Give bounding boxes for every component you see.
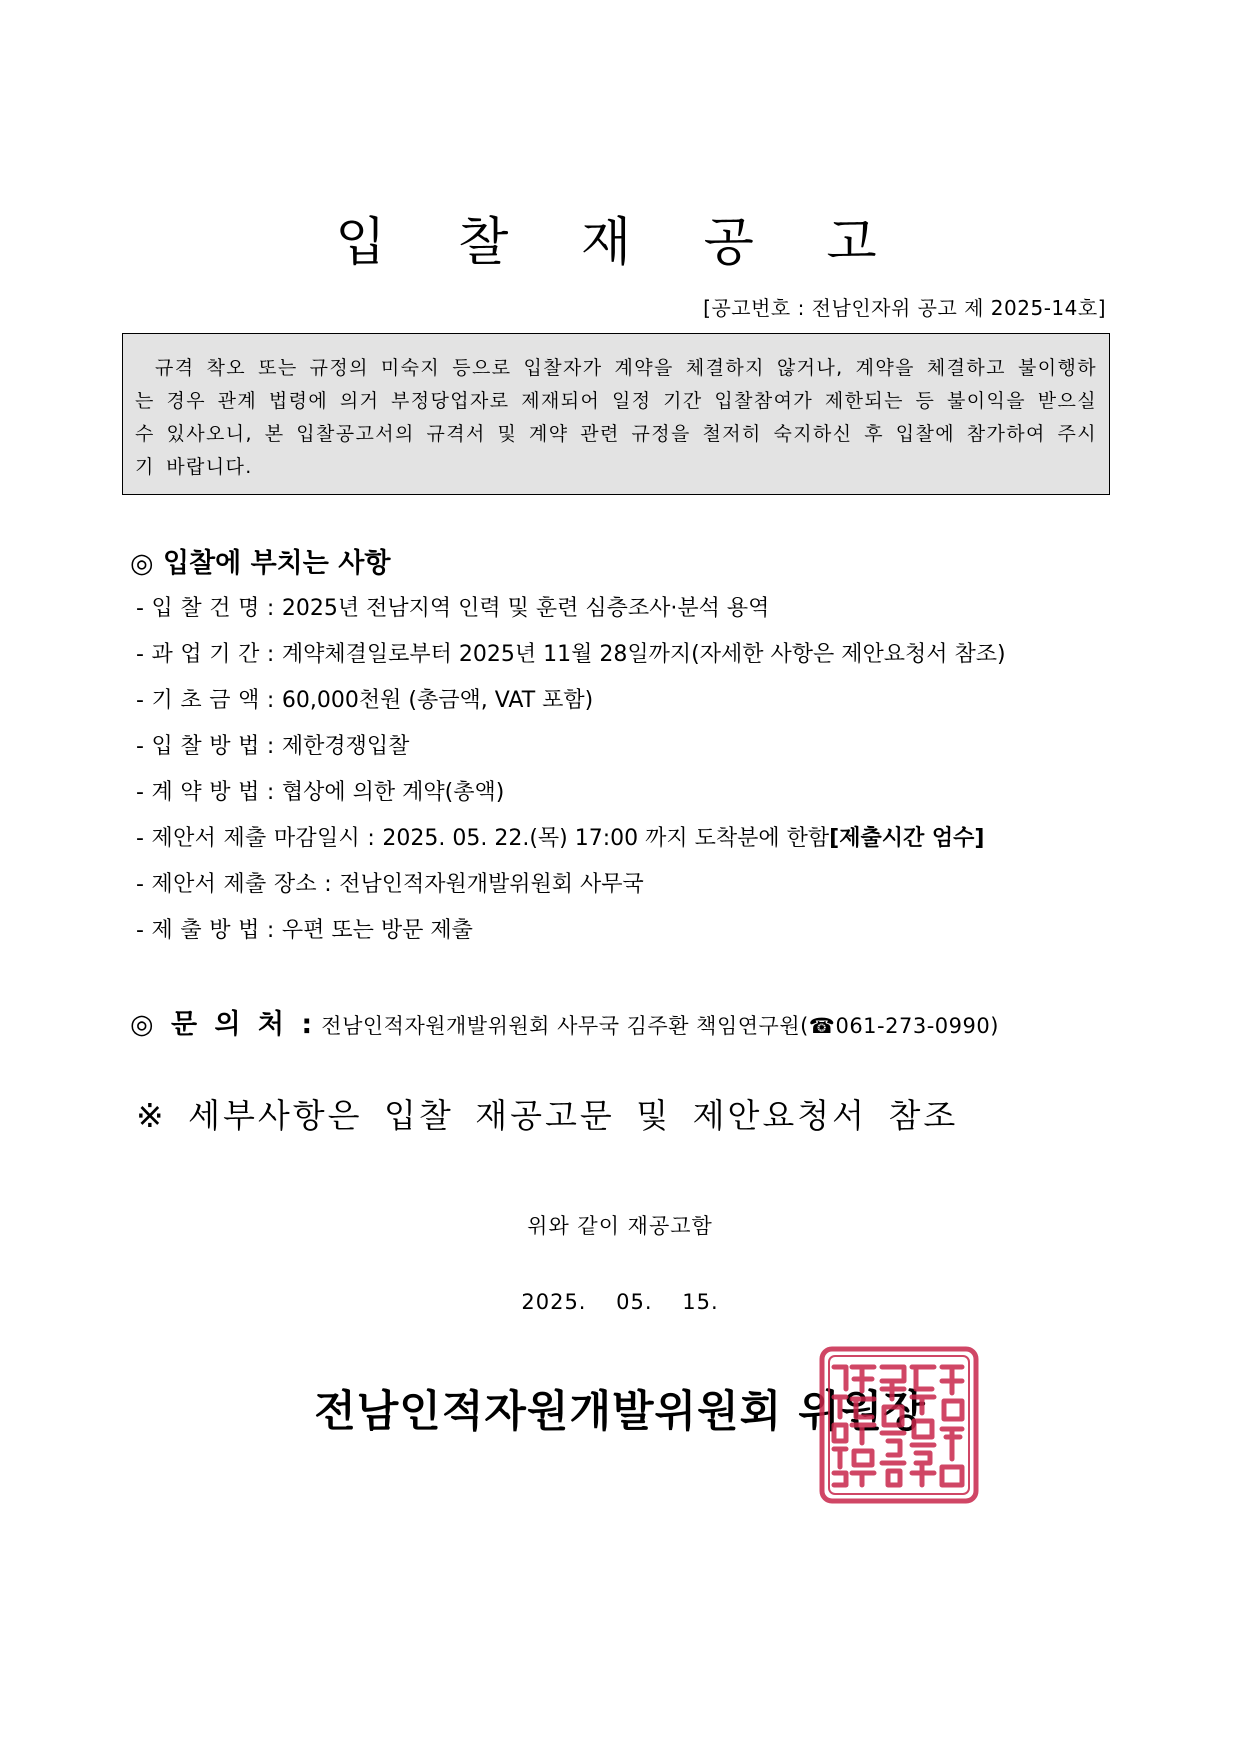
list-item <box>136 732 1136 778</box>
official-seal-stamp <box>818 1345 980 1505</box>
section-title: ◎ 입찰에 부치는 사항 <box>130 548 391 579</box>
contact-label: ◎ 문 의 처 : <box>130 1009 317 1040</box>
list-item <box>136 916 1136 962</box>
item-label: - 과 업 기 간 : <box>136 642 282 667</box>
notice-number: [공고번호 : 전남인자위 공고 제 2025-14호] <box>703 296 1106 320</box>
item-value: 60,000천원 (총금액, VAT 포함) <box>281 688 594 713</box>
item-label: - 입 찰 건 명 : <box>136 596 282 621</box>
item-value: 우편 또는 방문 제출 <box>281 918 473 943</box>
item-value: 2025. 05. 22.(목) 17:00 까지 도착분에 한함 <box>382 826 830 851</box>
item-value: 계약체결일로부터 2025년 11월 28일까지(자세한 사항은 제안요청서 참조) <box>281 642 1006 667</box>
page-title: 입 찰 재 공 고 <box>335 213 905 273</box>
item-value: 제한경쟁입찰 <box>281 734 410 759</box>
item-label: - 제 출 방 법 : <box>136 918 282 943</box>
contact-line <box>130 1002 999 1041</box>
list-item <box>136 870 1136 916</box>
list-item <box>136 686 1136 732</box>
item-value: 협상에 의한 계약(총액) <box>281 780 505 805</box>
detail-note: ※ 세부사항은 입찰 재공고문 및 제안요청서 참조 <box>136 1096 959 1135</box>
item-value: 2025년 전남지역 인력 및 훈련 심층조사·분석 용역 <box>281 596 770 621</box>
item-value: 전남인적자원개발위원회 사무국 <box>339 872 644 897</box>
signer-name: 전남인적자원개발위원회 위원장 <box>314 1387 926 1437</box>
item-label: - 입 찰 방 법 : <box>136 734 282 759</box>
list-item <box>136 824 1136 870</box>
item-label: - 제안서 제출 마감일시 : <box>136 826 383 851</box>
item-label: - 기 초 금 액 : <box>136 688 282 713</box>
notice-date: 2025. 05. 15. <box>521 1290 719 1314</box>
closing-statement: 위와 같이 재공고함 <box>527 1214 713 1238</box>
item-label: - 계 약 방 법 : <box>136 780 282 805</box>
list-item <box>136 640 1136 686</box>
list-item <box>136 594 1136 640</box>
deadline-emphasis: [제출시간 엄수] <box>829 826 985 851</box>
warning-box: 규격 착오 또는 규정의 미숙지 등으로 입찰자가 계약을 체결하지 않거나, 계약을 체결하고 불이행하는 경우 관계 법령에 의거 부정당업자로 제재되어 일정 기간 입찰참여가 제한되는 등 불이익을 받으실 수 있사오니, 본 입찰공고서의 규격서 및 계약 관련 규정을 철저히 숙지하신 후 입찰에 참가하여 주시기 바랍니다. <box>122 333 1110 495</box>
bid-items-list <box>136 594 1136 962</box>
list-item <box>136 778 1136 824</box>
contact-value: 전남인적자원개발위원회 사무국 김주환 책임연구원(☎061-273-0990) <box>321 1014 999 1038</box>
item-label: - 제안서 제출 장소 : <box>136 872 340 897</box>
